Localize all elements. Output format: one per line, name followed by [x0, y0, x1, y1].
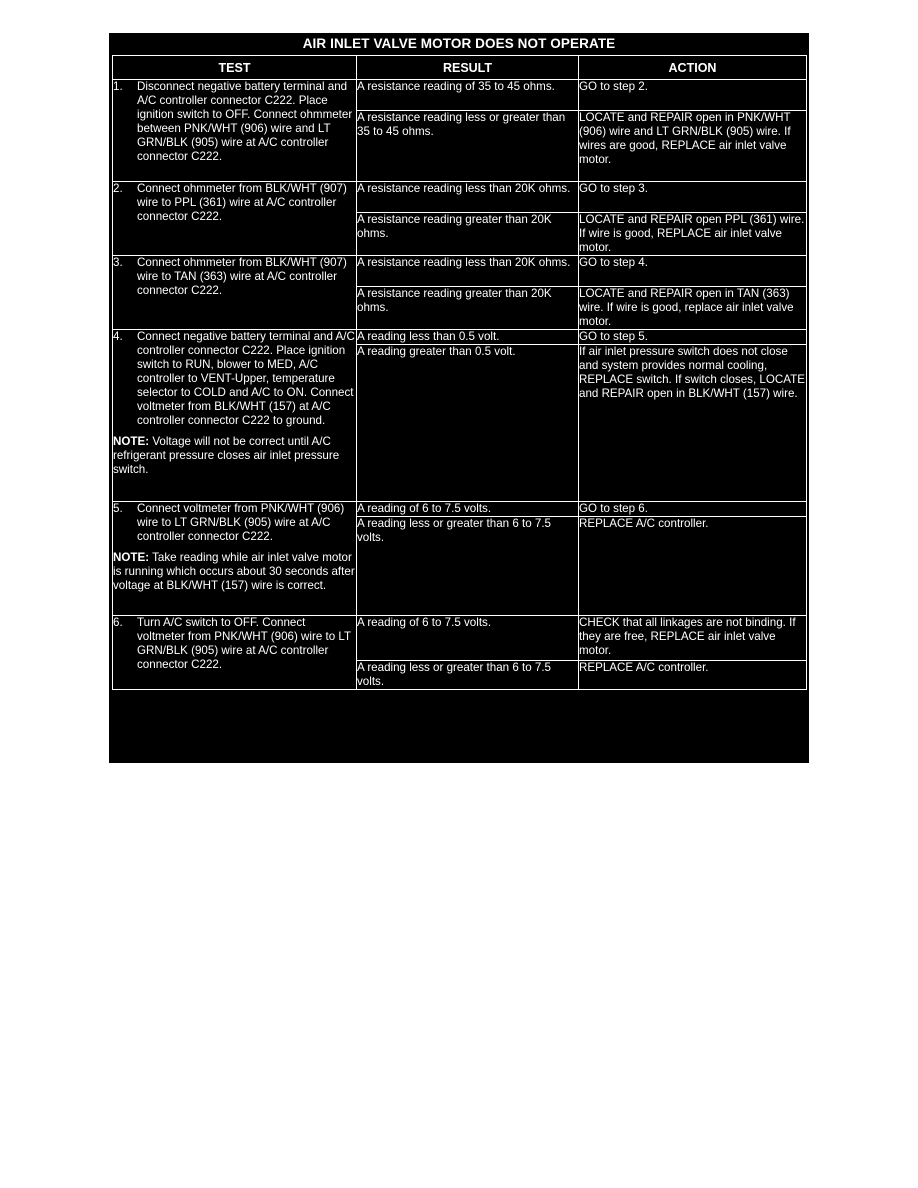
step-5-test [113, 502, 357, 616]
note-text: Take reading while air inlet valve motor is running which occurs about 30 seconds after voltage at BLK/WHT (157) wire is correct. [113, 551, 355, 592]
action-cell: GO to step 3. [579, 182, 807, 213]
result-cell: A resistance reading of 35 to 45 ohms. [357, 80, 579, 111]
result-cell: A resistance reading greater than 20K ohms. [357, 213, 579, 256]
result-cell: A reading less or greater than 6 to 7.5 volts. [357, 661, 579, 690]
note-label: NOTE: [113, 551, 150, 564]
header-row [113, 56, 807, 80]
action-cell: CHECK that all linkages are not binding. If they are free, REPLACE air inlet valve motor. [579, 616, 807, 661]
step-instruction: Connect voltmeter from PNK/WHT (906) wire to LT GRN/BLK (905) wire at A/C controller connector C222. [137, 502, 345, 543]
table-row [113, 256, 807, 287]
table-row [113, 616, 807, 661]
step-instruction: Disconnect negative battery terminal and A/C controller connector C222. Place ignition switch to OFF. Connect ohmmeter between PNK/WHT (906) wire and LT GRN/BLK (905) wire at A/C controller connector C222. [137, 80, 353, 163]
step-instruction: Connect ohmmeter from BLK/WHT (907) wire to PPL (361) wire at A/C controller connector C222. [137, 182, 347, 223]
header-result: RESULT [357, 56, 579, 80]
diagnostic-chart [109, 33, 809, 763]
step-number: 2. [113, 182, 123, 195]
action-cell: REPLACE A/C controller. [579, 661, 807, 690]
result-cell: A resistance reading less than 20K ohms. [357, 256, 579, 287]
table-row [113, 502, 807, 517]
result-cell: A reading less than 0.5 volt. [357, 330, 579, 345]
action-cell: GO to step 6. [579, 502, 807, 517]
table-row [113, 182, 807, 213]
result-cell: A reading less or greater than 6 to 7.5 volts. [357, 517, 579, 616]
step-number: 5. [113, 502, 123, 515]
result-cell: A reading of 6 to 7.5 volts. [357, 616, 579, 661]
action-cell: GO to step 5. [579, 330, 807, 345]
step-note [113, 435, 356, 477]
result-cell: A resistance reading greater than 20K ohms. [357, 287, 579, 330]
step-2-test [113, 182, 357, 256]
step-1-test [113, 80, 357, 182]
step-number: 4. [113, 330, 123, 343]
step-number: 3. [113, 256, 123, 269]
header-action: ACTION [579, 56, 807, 80]
result-cell: A resistance reading less than 20K ohms. [357, 182, 579, 213]
table-row [113, 80, 807, 111]
diagnostic-table [112, 55, 807, 690]
action-cell: GO to step 2. [579, 80, 807, 111]
note-label: NOTE: [113, 435, 150, 448]
step-instruction: Connect negative battery terminal and A/C controller connector C222. Place ignition switch to RUN, blower to MED, A/C controller to VENT-Upper, temperature selector to COLD and A/C to ON. Connect voltmeter from BLK/WHT (157) at A/C controller connector C222 to ground. [137, 330, 355, 427]
action-cell: GO to step 4. [579, 256, 807, 287]
step-6-test [113, 616, 357, 690]
table-row [113, 330, 807, 345]
header-test: TEST [113, 56, 357, 80]
step-number: 6. [113, 616, 123, 629]
action-cell: REPLACE A/C controller. [579, 517, 807, 616]
step-4-test [113, 330, 357, 502]
result-cell: A resistance reading less or greater than 35 to 45 ohms. [357, 111, 579, 182]
action-cell: If air inlet pressure switch does not close and system provides normal cooling, REPLACE switch. If switch closes, LOCATE and REPAIR open in BLK/WHT (157) wire. [579, 345, 807, 502]
step-note [113, 551, 356, 593]
step-instruction: Connect ohmmeter from BLK/WHT (907) wire to TAN (363) wire at A/C controller connector C222. [137, 256, 347, 297]
step-number: 1. [113, 80, 123, 93]
note-text: Voltage will not be correct until A/C refrigerant pressure closes air inlet pressure switch. [113, 435, 340, 476]
result-cell: A reading of 6 to 7.5 volts. [357, 502, 579, 517]
step-instruction: Turn A/C switch to OFF. Connect voltmeter from PNK/WHT (906) wire to LT GRN/BLK (905) wire at A/C controller connector C222. [137, 616, 351, 671]
chart-title: AIR INLET VALVE MOTOR DOES NOT OPERATE [302, 36, 616, 51]
step-3-test [113, 256, 357, 330]
action-cell: LOCATE and REPAIR open PPL (361) wire. If wire is good, REPLACE air inlet valve motor. [579, 213, 807, 256]
result-cell: A reading greater than 0.5 volt. [357, 345, 579, 502]
action-cell: LOCATE and REPAIR open in TAN (363) wire. If wire is good, replace air inlet valve motor. [579, 287, 807, 330]
action-cell: LOCATE and REPAIR open in PNK/WHT (906) wire and LT GRN/BLK (905) wire. If wires are good, REPLACE air inlet valve motor. [579, 111, 807, 182]
